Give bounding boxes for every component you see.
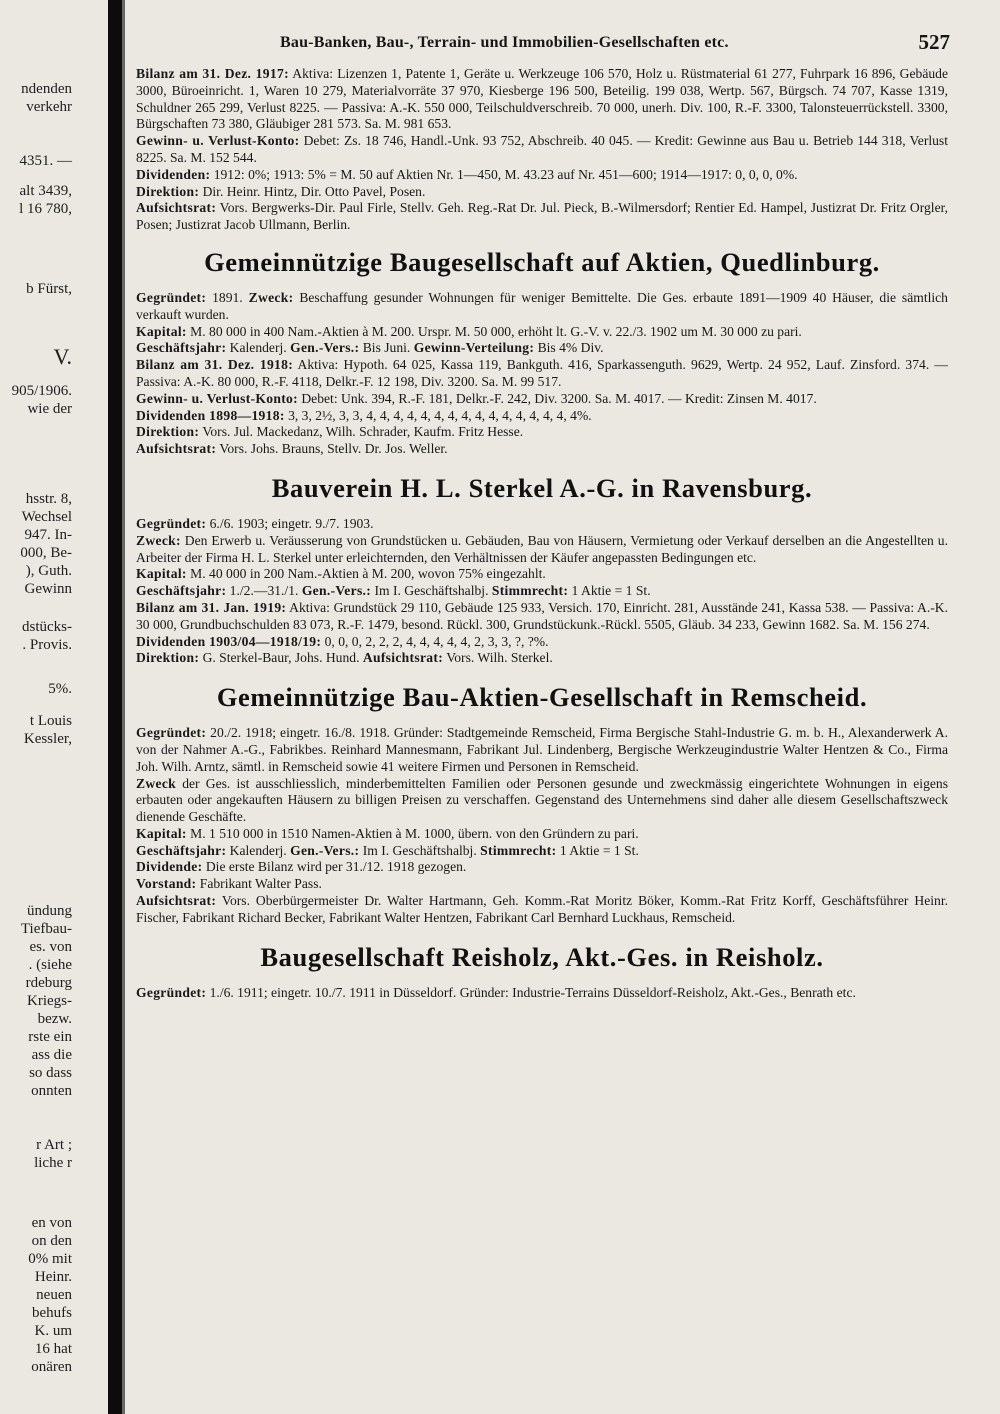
field-text: 0, 0, 0, 2, 2, 2, 4, 4, 4, 4, 4, 2, 3, 3, ?, ?%. [321, 633, 549, 649]
left-fragment: 947. In- [24, 527, 72, 543]
field-text: 1912: 0%; 1913: 5% = M. 50 auf Aktien Nr. 1—450, M. 43.23 auf Nr. 451—600; 1914—1917: 0, 0, 0, 0%. [210, 166, 798, 182]
field-text: M. 80 000 in 400 Nam.-Aktien à M. 200. Urspr. M. 50 000, erhöht lt. G.-V. v. 22./3. 1902 um M. 30 000 zu pari. [186, 323, 802, 339]
left-fragment: K. um [34, 1323, 72, 1339]
field-text: 20./2. 1918; eingetr. 16./8. 1918. Gründer: Stadtgemeinde Remscheid, Firma Bergische Stahl-Industrie G. m. b. H., Alexanderwerk A. von der Nahmer A.-G., Fabrikbes. Reinhard Mannesmann, Fabrikant Jul. Lindenberg, Bergische Werkzeugindustrie Walter Hentzen & Co., Firma Joh. Wilh. Arntz, sämtl. in Remscheid sowie 41 weitere Firmen und Personen in Remscheid. [136, 725, 948, 774]
entry-paragraph [136, 516, 948, 533]
left-fragment: neuen [36, 1287, 72, 1303]
left-fragment: 5%. [48, 681, 72, 697]
page-gutter-shadow [122, 0, 125, 1414]
field-label: Gen.-Vers.: [290, 340, 360, 356]
field-text: Dir. Heinr. Hintz, Dir. Otto Pavel, Posen. [199, 183, 426, 199]
field-text: Aktiva: Hypoth. 64 025, Kassa 119, Bankguth. 416, Sparkassenguth. 9629, Wertp. 24 952, Lauf. Zinsford. 374. — Passiva: A.-K. 80 000, R.-F. 4118, Delkr.-F. 12 198, Div. 3200. Sa. M. 99 517. [136, 357, 948, 389]
entry-paragraph [136, 893, 948, 927]
field-label: Gen.-Vers.: [290, 842, 360, 858]
left-fragment: dstücks- [22, 619, 72, 635]
left-fragment: hsstr. 8, [25, 491, 72, 507]
entry-paragraph [136, 200, 948, 234]
left-fragment: ündung [27, 903, 72, 919]
field-text: 1891. [206, 289, 249, 305]
left-fragment: alt 3439, [19, 183, 72, 199]
field-text: G. Sterkel-Baur, Johs. Hund. [199, 650, 363, 666]
field-label: Aufsichtsrat: [136, 200, 217, 216]
field-label: Dividenden 1903/04—1918/19: [136, 633, 322, 649]
field-text: 6./6. 1903; eingetr. 9./7. 1903. [206, 515, 374, 531]
entry-paragraph [136, 843, 948, 860]
field-label: Aufsichtsrat: [136, 441, 217, 457]
entry-paragraph [136, 650, 948, 667]
entry-paragraph [136, 184, 948, 201]
entry-paragraph [136, 634, 948, 651]
company-entry [136, 246, 948, 458]
field-label: Vorstand: [136, 876, 197, 892]
entry-paragraph [136, 533, 948, 567]
field-label: Gegründet: [136, 984, 207, 1000]
field-text: Vors. Oberbürgermeister Dr. Walter Hartmann, Geh. Komm.-Rat Moritz Böker, Komm.-Rat Fritz Korff, Geschäftsführer Heinr. Fischer, Fabrikant Richard Becker, Fabrikant Walter Hentzen, Fabrikant Carl Bernhard Luckhaus, Remscheid. [136, 893, 948, 925]
field-text: 1./2.—31./1. [226, 583, 302, 599]
left-fragment: 905/1906. [11, 383, 72, 399]
running-head: Bau-Banken, Bau-, Terrain- und Immobilien-Gesellschaften etc. [280, 34, 729, 51]
left-fragment: bezw. [37, 1011, 72, 1027]
left-column-fragments [0, 80, 106, 1410]
field-label: Geschäftsjahr: [136, 842, 227, 858]
main-text [136, 66, 948, 1406]
entry-paragraph [136, 725, 948, 775]
company-entry [136, 472, 948, 667]
left-fragment: Heinr. [34, 1269, 72, 1285]
left-fragment: Kriegs- [27, 993, 72, 1009]
entry-paragraph [136, 167, 948, 184]
field-text: Kalenderj. [226, 842, 291, 858]
entry-paragraph [136, 424, 948, 441]
entry-paragraph [136, 859, 948, 876]
entry-paragraph [136, 826, 948, 843]
left-fragment: . Provis. [22, 637, 72, 653]
entry-paragraph [136, 340, 948, 357]
field-label: Aufsichtsrat: [362, 650, 444, 666]
entry-paragraph [136, 290, 948, 324]
left-fragment: 0% mit [28, 1251, 72, 1267]
left-fragment: t Louis [29, 713, 72, 729]
field-text: Den Erwerb u. Veräusserung von Grundstücken u. Gebäuden, Bau von Häusern, Vermietung oder Verkauf derselben an die Angestellten u. Arbeiter der Firma H. L. Sterkel unter erleichternden, den Verhältnissen der Käufer angepassten Bedingungen etc. [136, 532, 948, 565]
entry-paragraph [136, 441, 948, 458]
field-label: Dividenden 1898—1918: [136, 407, 285, 423]
page-number: 527 [918, 30, 950, 54]
left-fragment: onnten [31, 1083, 72, 1099]
field-label: Kapital: [136, 323, 187, 339]
entry-paragraph [136, 876, 948, 893]
left-fragment: en von [31, 1215, 72, 1231]
field-label: Gen.-Vers.: [301, 583, 372, 599]
field-text: 3, 3, 2½, 3, 3, 4, 4, 4, 4, 4, 4, 4, 4, 4, 4, 4, 4, 4, 4, 4, 4%. [284, 407, 592, 423]
left-fragment: es. von [29, 939, 72, 955]
field-label: Bilanz am 31. Dez. 1917: [136, 66, 289, 81]
field-label: Dividende: [136, 859, 203, 875]
field-label: Gewinn- u. Verlust-Konto: [136, 133, 300, 149]
field-label: Stimmrecht: [491, 583, 569, 599]
field-text: Fabrikant Walter Pass. [196, 876, 322, 892]
page-gutter-divider [108, 0, 122, 1414]
field-label: Gewinn- u. Verlust-Konto: [136, 390, 298, 406]
company-entry [136, 681, 948, 927]
field-text: Aktiva: Lizenzen 1, Patente 1, Geräte u. Werkzeuge 106 570, Holz u. Rüstmaterial 61 277, Fuhrpark 16 896, Gebäude 3000, Büroeinricht. 1, Waren 10 279, Materialvorräte 37 970, Kiesberge 196 500, Beteilig. 199 038, Wertp. 567, Bürgsch. 74 707, Kasse 1319, Schuldner 265 299, Verlust 8225. — Passiva: A.-K. 550 000, Teilschuldverschreib. 70 000, unerh. Div. 100, R.-F. 3300, Talonsteuerrückstell. 3300, Bürgschaften 73 380, Gläubiger 281 573. Sa. M. 981 653. [136, 66, 948, 132]
field-label: Bilanz am 31. Jan. 1919: [136, 599, 287, 615]
field-text: 1 Aktie = 1 St. [556, 842, 639, 858]
field-label: Kapital: [136, 566, 187, 582]
field-label: Gegründet: [136, 289, 207, 305]
left-fragment: ndenden [21, 81, 72, 97]
field-label: Zweck: [136, 532, 181, 548]
field-text: Im I. Geschäftshalbj. [359, 842, 481, 858]
field-label: Aufsichtsrat: [136, 893, 217, 909]
field-text: Die erste Bilanz wird per 31./12. 1918 gezogen. [202, 859, 467, 875]
left-fragment: wie der [27, 401, 72, 417]
entry-paragraph [136, 583, 948, 600]
field-text: Vors. Bergwerks-Dir. Paul Firle, Stellv. Geh. Reg.-Rat Dr. Jul. Pieck, B.-Wilmersdorf; Rentier Ed. Hampel, Justizrat Dr. Fritz Orgler, Posen; Justizrat Jacob Ullmann, Berlin. [136, 200, 948, 233]
field-text: 1./6. 1911; eingetr. 10./7. 1911 in Düsseldorf. Gründer: Industrie-Terrains Düsseldorf-Reisholz, Akt.-Ges., Benrath etc. [206, 984, 856, 1000]
field-label: Bilanz am 31. Dez. 1918: [136, 357, 294, 373]
field-label: Dividenden: [136, 166, 211, 182]
field-label: Geschäftsjahr: [136, 583, 227, 599]
left-fragment: onären [31, 1359, 72, 1375]
left-fragment: Gewinn [24, 581, 72, 597]
field-text: Beschaffung gesunder Wohnungen für weniger Bemittelte. Die Ges. erbaute 1891—1909 40 Häuser, die sämtlich verkauft wurden. [136, 289, 948, 322]
entry-paragraph [136, 391, 948, 408]
left-fragment: rdeburg [25, 975, 72, 991]
entry-paragraph [136, 66, 948, 133]
field-text: der Ges. ist ausschliesslich, minderbemittelten Familien oder Personen gesunde und zweckmässig eingerichtete Wohnungen in eigens erbauten oder angekauften Häusern zu billigen Preisen zu verschaffen. Gegenstand des Unternehmens sind daher alle diesem Gesellschaftszweck dienende Geschäfte. [136, 775, 948, 825]
left-fragment: behufs [32, 1305, 72, 1321]
company-title: Bauverein H. L. Sterkel A.-G. in Ravensburg. [271, 472, 813, 503]
left-fragment: Kessler, [23, 731, 72, 747]
company-entry [136, 941, 948, 1002]
field-text: Debet: Zs. 18 746, Handl.-Unk. 93 752, Abschreib. 40 045. — Kredit: Gewinne aus Bau u. Betrieb 144 318, Verlust 8225. Sa. M. 152 544. [136, 133, 948, 165]
field-text: Vors. Wilh. Sterkel. [443, 650, 553, 666]
left-fragment: l 16 780, [19, 201, 72, 217]
field-label: Direktion: [136, 183, 200, 199]
entry-paragraph [136, 324, 948, 341]
field-text: Im I. Geschäftshalbj. [371, 583, 492, 599]
field-label: Gewinn-Verteilung: [413, 340, 535, 356]
left-fragment: Tiefbau- [20, 921, 72, 937]
company-title: Gemeinnützige Baugesellschaft auf Aktien, Quedlinburg. [204, 246, 880, 277]
left-fragment: ass die [31, 1047, 72, 1063]
left-fragment: 4351. — [19, 153, 72, 169]
field-label: Zweck: [248, 289, 294, 305]
left-fragment: ), Guth. [25, 563, 72, 579]
entry-paragraph [136, 776, 948, 826]
field-text: 1 Aktie = 1 St. [568, 583, 651, 599]
left-fragment: r Art ; [36, 1137, 72, 1153]
field-label: Gegründet: [136, 725, 207, 741]
left-fragment: . (siehe [28, 957, 72, 973]
company-title: Baugesellschaft Reisholz, Akt.-Ges. in Reisholz. [260, 941, 824, 972]
left-fragment: liche r [34, 1155, 72, 1171]
field-text: Bis Juni. [359, 340, 414, 356]
field-label: Direktion: [136, 424, 200, 440]
field-label: Gegründet: [136, 515, 207, 531]
left-fragment: rste ein [28, 1029, 72, 1045]
field-text: M. 40 000 in 200 Nam.-Aktien à M. 200, wovon 75% eingezahlt. [186, 566, 546, 582]
entry-paragraph [136, 133, 948, 167]
field-label: Zweck [136, 775, 177, 791]
field-label: Direktion: [136, 650, 200, 666]
left-fragment: on den [31, 1233, 72, 1249]
entry-paragraph [136, 408, 948, 425]
entry-paragraph [136, 600, 948, 634]
field-label: Stimmrecht: [480, 842, 557, 858]
entry-paragraph [136, 566, 948, 583]
left-fragment: so dass [29, 1065, 72, 1081]
left-fragment: verkehr [26, 99, 72, 115]
field-label: Kapital: [136, 825, 187, 841]
entry-paragraph [136, 985, 948, 1002]
field-text: Bis 4% Div. [534, 340, 604, 356]
left-fragment: V. [53, 344, 72, 369]
field-text: Debet: Unk. 394, R.-F. 181, Delkr.-F. 242, Div. 3200. Sa. M. 4017. — Kredit: Zinsen M. 4017. [297, 390, 817, 406]
page-header [140, 30, 950, 58]
left-fragment: b Fürst, [26, 281, 72, 297]
left-fragment: 000, Be- [20, 545, 72, 561]
left-fragment: Wechsel [21, 509, 72, 525]
company-title: Gemeinnützige Bau-Aktien-Gesellschaft in Remscheid. [216, 682, 868, 713]
left-fragment: 16 hat [34, 1341, 72, 1357]
field-text: Vors. Johs. Brauns, Stellv. Dr. Jos. Weller. [216, 441, 448, 457]
field-label: Geschäftsjahr: [136, 340, 227, 356]
entry-paragraph [136, 357, 948, 391]
field-text: Aktiva: Grundstück 29 110, Gebäude 125 933, Versich. 170, Einricht. 281, Ausstände 241, Kassa 538. — Passiva: A.-K. 30 000, Grundbuchschulden 83 073, R.-F. 1479, besond. Rückl. 300, Grundstückunk.-Rückl. 5505, Gläub. 34 233, Gewinn 1682. Sa. M. 156 274. [136, 599, 948, 632]
field-text: M. 1 510 000 in 1510 Namen-Aktien à M. 1000, übern. von den Gründern zu pari. [186, 825, 639, 841]
field-text: Vors. Jul. Mackedanz, Wilh. Schrader, Kaufm. Fritz Hesse. [199, 424, 524, 440]
field-text: Kalenderj. [226, 340, 291, 356]
entry-continuation [136, 66, 948, 234]
